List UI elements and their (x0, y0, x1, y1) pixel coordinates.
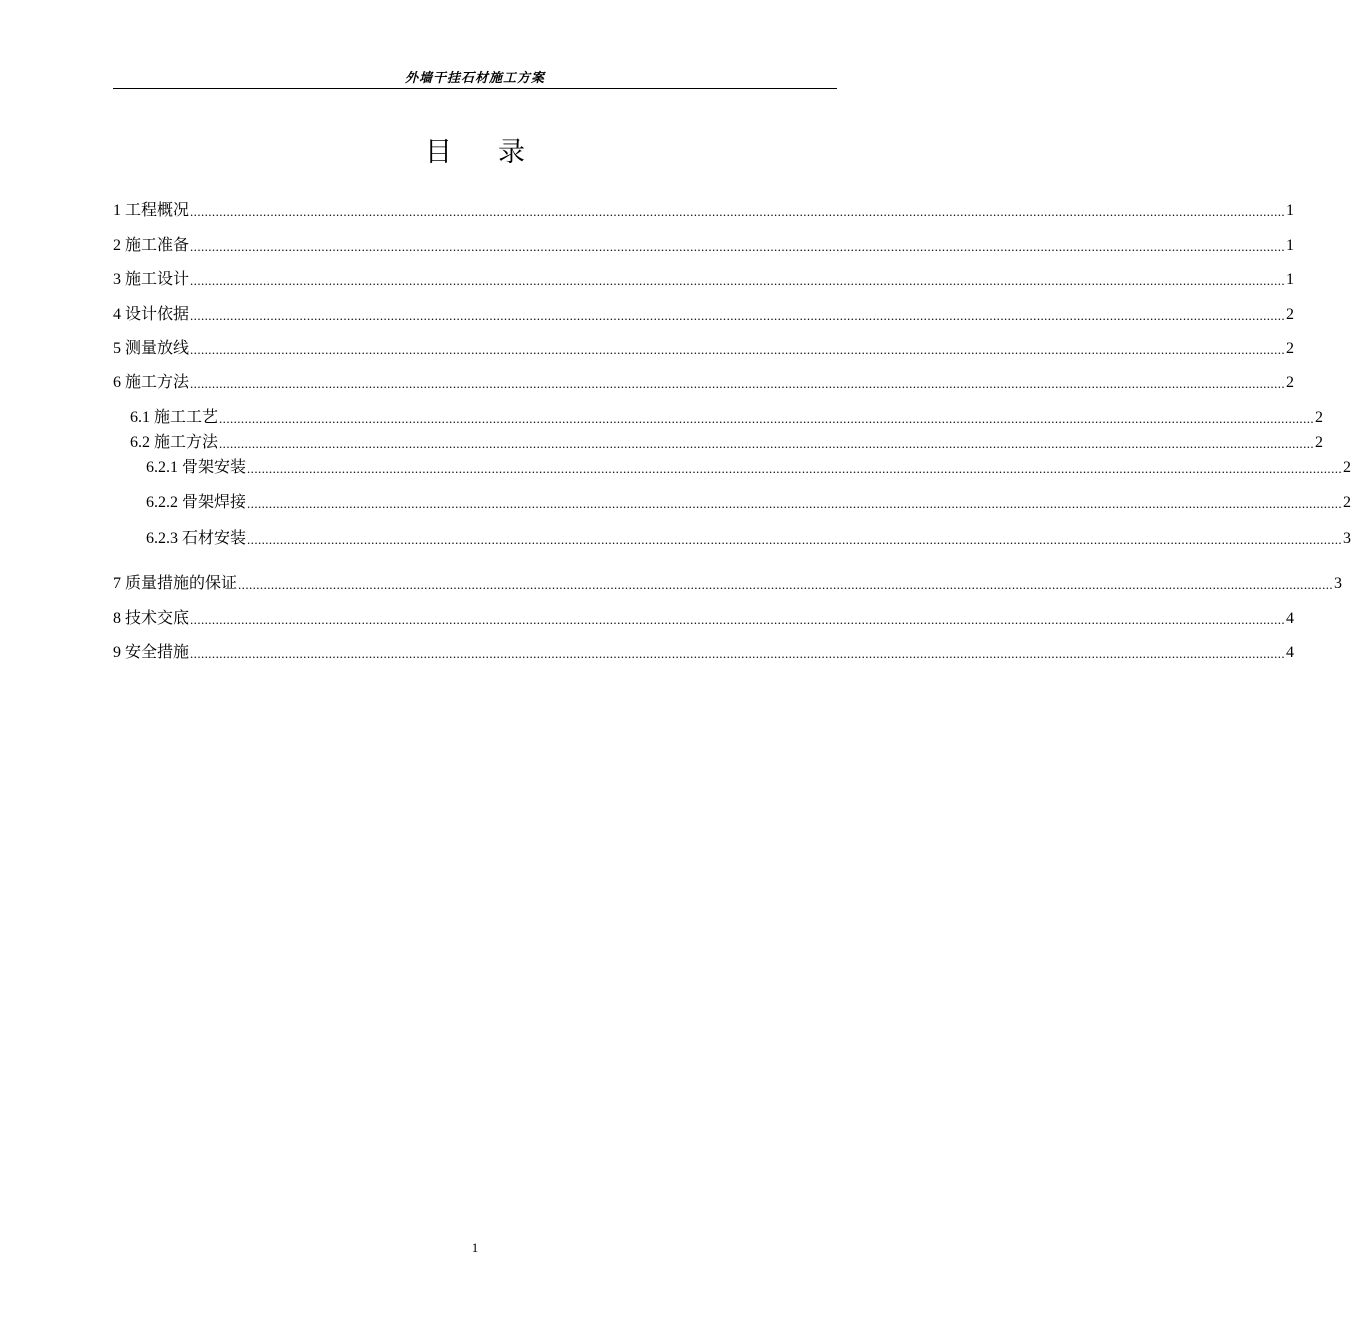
toc-entry-page: 1 (1286, 202, 1295, 219)
toc-dot-leader: ............................................................................................................................................................................................................................................................................................................ (190, 273, 1286, 288)
toc-entry[interactable] (113, 233, 1295, 255)
toc-entry-text: 施工工艺 (154, 409, 219, 426)
toc-entry[interactable] (113, 198, 1295, 220)
toc-entry[interactable] (130, 430, 1324, 452)
toc-entry-text: 设计依据 (125, 306, 190, 323)
toc-dot-leader: ............................................................................................................................................................................................................................................................................................................ (219, 436, 1315, 451)
toc-entry-number: 6.2 (130, 434, 150, 451)
toc-entry-text: 施工准备 (125, 237, 190, 254)
toc-dot-leader: ............................................................................................................................................................................................................................................................................................................ (190, 342, 1286, 357)
toc-entry-number: 6.2.3 (146, 530, 178, 547)
toc-entry-page: 2 (1315, 434, 1324, 451)
toc-entry[interactable] (113, 370, 1295, 392)
toc-entry-text: 安全措施 (125, 644, 190, 661)
toc-entry-number: 2 (113, 237, 121, 254)
toc-entry-text: 石材安装 (182, 530, 247, 547)
toc-entry-page: 2 (1343, 459, 1351, 476)
toc-entry-page: 2 (1286, 374, 1295, 391)
toc-entry-text: 技术交底 (125, 610, 190, 627)
toc-entry[interactable] (113, 267, 1295, 289)
toc-entry-number: 4 (113, 306, 121, 323)
toc-entry-number: 1 (113, 202, 121, 219)
toc-title (113, 130, 837, 169)
toc-entry-text: 施工设计 (125, 271, 190, 288)
toc-dot-leader: ............................................................................................................................................................................................................................................................................................................ (247, 496, 1343, 511)
toc-entry-text: 施工方法 (125, 374, 190, 391)
toc-entry-page: 2 (1286, 306, 1295, 323)
toc-entry-number: 6.1 (130, 409, 150, 426)
toc-dot-leader: ............................................................................................................................................................................................................................................................................................................ (190, 646, 1286, 661)
toc-entry[interactable] (146, 526, 1351, 548)
toc-dot-leader: ............................................................................................................................................................................................................................................................................................................ (238, 577, 1334, 592)
toc-entry-number: 5 (113, 340, 121, 357)
toc-title-char-2: 录 (498, 137, 525, 168)
toc-entry-number: 8 (113, 610, 121, 627)
toc-entry-number: 9 (113, 644, 121, 661)
toc-entry-page: 1 (1286, 271, 1295, 288)
toc-entry[interactable] (113, 302, 1295, 324)
toc-entry-page: 3 (1343, 530, 1351, 547)
toc-entry-number: 6.2.2 (146, 494, 178, 511)
toc-entry[interactable] (113, 336, 1295, 358)
toc-dot-leader: ............................................................................................................................................................................................................................................................................................................ (190, 308, 1286, 323)
toc-dot-leader: ............................................................................................................................................................................................................................................................................................................ (190, 612, 1286, 627)
toc-entry-text: 测量放线 (125, 340, 190, 357)
toc-entry[interactable] (130, 405, 1324, 427)
toc-entry-text: 施工方法 (154, 434, 219, 451)
toc-entry-number: 7 (113, 575, 121, 592)
toc-entry[interactable] (113, 606, 1295, 628)
toc-entry-page: 2 (1315, 409, 1324, 426)
toc-entry[interactable] (146, 490, 1351, 512)
header-rule (113, 88, 837, 89)
toc-entry-text: 工程概况 (125, 202, 190, 219)
toc-entry-number: 3 (113, 271, 121, 288)
toc-entry-page: 3 (1334, 575, 1343, 592)
toc-entry-text: 骨架安装 (182, 459, 247, 476)
toc-entry-text: 骨架焊接 (182, 494, 247, 511)
toc-entry[interactable] (146, 455, 1351, 477)
toc-entry[interactable] (113, 571, 1343, 593)
toc-entry-page: 2 (1343, 494, 1351, 511)
toc-dot-leader: ............................................................................................................................................................................................................................................................................................................ (247, 461, 1343, 476)
toc-entry-number: 6 (113, 374, 121, 391)
toc-dot-leader: ............................................................................................................................................................................................................................................................................................................ (219, 411, 1315, 426)
toc-entry[interactable] (113, 640, 1295, 662)
toc-dot-leader: ............................................................................................................................................................................................................................................................................................................ (247, 532, 1343, 547)
page-number: 1 (471, 1240, 479, 1255)
running-header-title: 外墙干挂石材施工方案 (404, 71, 545, 86)
toc-entry-page: 1 (1286, 237, 1295, 254)
toc-entry-text: 质量措施的保证 (125, 575, 238, 592)
toc-dot-leader: ............................................................................................................................................................................................................................................................................................................ (190, 376, 1286, 391)
toc-entry-number: 6.2.1 (146, 459, 178, 476)
toc-dot-leader: ............................................................................................................................................................................................................................................................................................................ (190, 239, 1286, 254)
toc-entry-page: 4 (1286, 644, 1295, 661)
toc-entry-page: 4 (1286, 610, 1295, 627)
toc-entry-page: 2 (1286, 340, 1295, 357)
toc-dot-leader: ............................................................................................................................................................................................................................................................................................................ (190, 204, 1286, 219)
toc-title-char-1: 目 (425, 137, 452, 168)
